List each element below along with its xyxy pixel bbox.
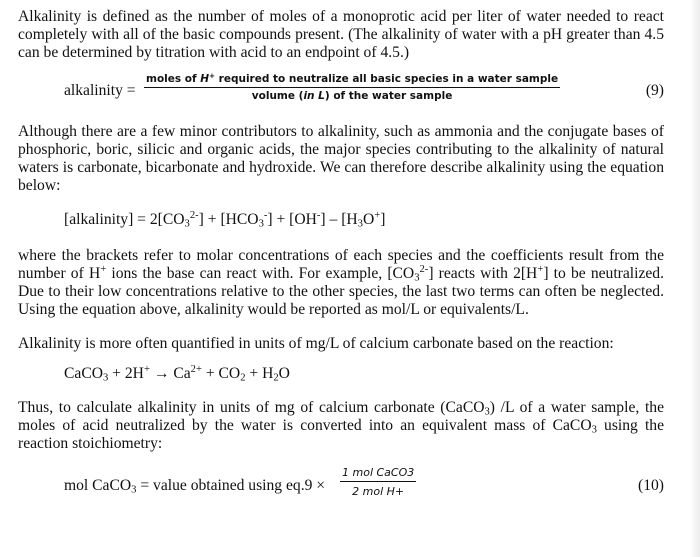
equation-reaction: CaCO$_3$ + $2H^+ \to Ca^{2+} + CO_2 + H_2O$ — [64, 364, 290, 384]
equation-alkalinity-species: [alkalinity] = $2[CO_3^{2-}] + [HCO_3^-] + [OH^-] - [H_3O^+]$ — [64, 210, 386, 230]
document-page — [18, 8, 664, 503]
equation-10-denominator: 2 mol H+ — [352, 485, 405, 498]
equation-10-lhs: mol CaCO$_3$ = value obtained using eq.9 × — [64, 477, 326, 496]
equation-9-number: (9) — [645, 82, 664, 99]
reaction-arrow-icon: → — [149, 365, 174, 382]
paragraph-calcium-carbonate-units: Alkalinity is more often quantified in units of mg/L of calcium carbonate based on the reaction: — [18, 335, 614, 352]
equation-9-fraction — [144, 72, 560, 103]
equation-9-numerator: moles of H+ required to neutralize all basic species in a water sample — [144, 72, 560, 88]
paragraph-minor-contributors: Although there are a few minor contributors to alkalinity, such as ammonia and the conjugate bases of phosphoric, boric, silicic and organic acids, the major species contributing to the alkalinity of natural waters is carbonate, bicarbonate and hydroxide. We can therefore describe alkalinity using the equation below: — [18, 123, 664, 194]
equation-10-fraction — [340, 465, 416, 499]
paragraph-stoichiometry: Thus, to calculate alkalinity in units of mg of calcium carbonate (CaCO$_3$) /L of a water sample, the moles of acid neutralized by the water is converted into an equivalent mass of CaCO$_3$ using the reaction stoichiometry: — [18, 399, 665, 452]
page-edge-shadow — [690, 0, 700, 557]
equation-10-numerator: 1 mol CaCO3 — [340, 465, 416, 482]
equation-10-number: (10) — [638, 477, 664, 494]
equation-9-denominator: volume (in L) of the water sample — [251, 90, 453, 102]
equation-9 — [18, 72, 664, 108]
equation-9-lhs: alkalinity = — [64, 82, 136, 99]
paragraph-alkalinity-definition: Alkalinity is defined as the number of moles of a monoprotic acid per liter of water needed to react completely with all of the basic compounds present. (The alkalinity of water with a pH greater than 4.5 can be determined by titration with acid to an endpoint of 4.5.) — [18, 8, 664, 61]
paragraph-brackets-explanation: where the brackets refer to molar concentrations of each species and the coefficients result from the number of H+ ions the base can react with. For example, $[CO_3^{2-}]$ reacts with 2[H+] to be neutralized. Due to their low concentrations relative to the other species, the last two terms can often be neglected. Using the equation above, alkalinity would be reported as mol/L or equivalents/L. — [18, 247, 664, 318]
equation-10 — [18, 465, 664, 503]
